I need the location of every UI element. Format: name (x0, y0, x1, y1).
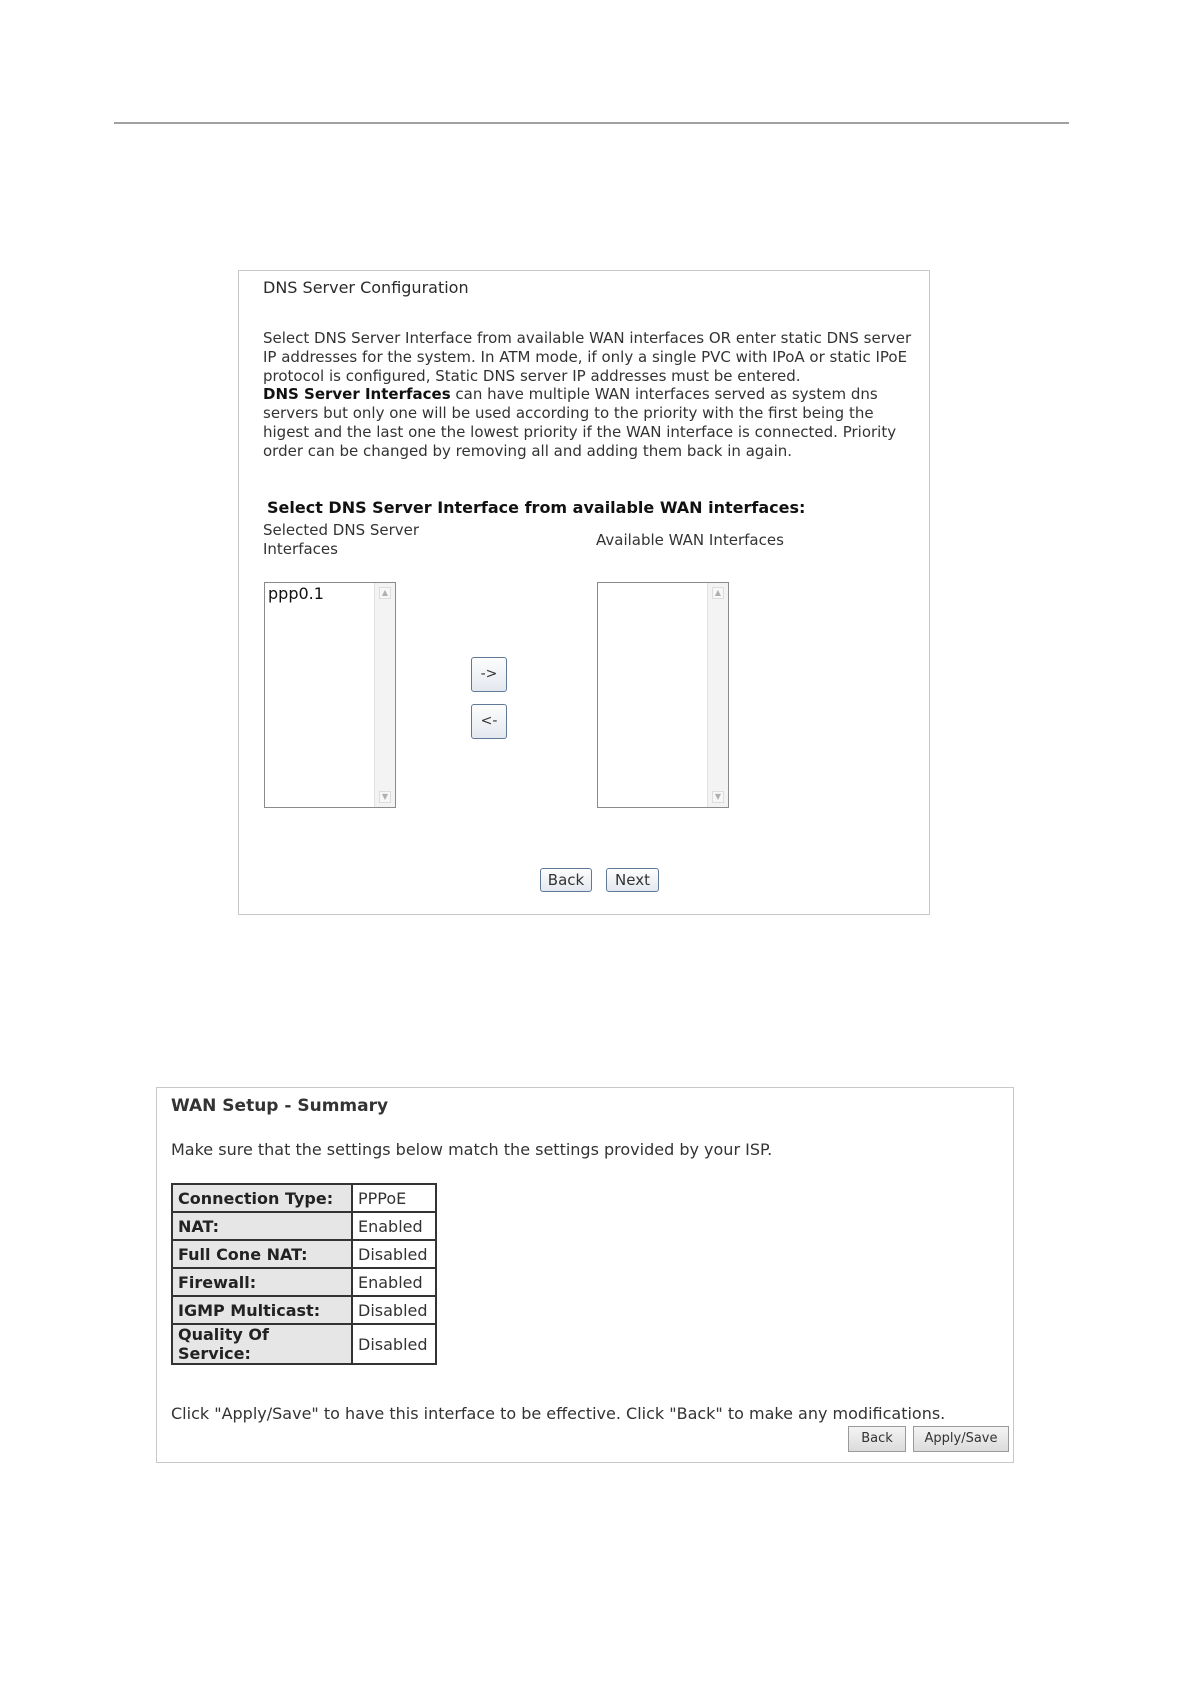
row-key: Firewall: (172, 1268, 352, 1296)
dns-interfaces-text: can have multiple WAN interfaces served as system dns servers but only one will be used according to the priority with the first being the higest and the last one the lowest priority if the WAN interface is connected. Priority order can be changed by removing all and adding them back in again. (263, 385, 897, 460)
dns-config-panel (238, 270, 930, 915)
scroll-down-icon[interactable]: ▼ (379, 791, 391, 803)
apply-save-button[interactable]: Apply/Save (913, 1426, 1009, 1452)
row-key: Full Cone NAT: (172, 1240, 352, 1268)
available-interfaces-listbox[interactable] (597, 582, 729, 808)
row-key: IGMP Multicast: (172, 1296, 352, 1324)
page-header-rule (114, 122, 1069, 124)
dns-next-button[interactable]: Next (606, 868, 659, 892)
row-value: Disabled (352, 1240, 436, 1268)
wan-summary-footer: Click "Apply/Save" to have this interface to be effective. Click "Back" to make any modifications. (171, 1404, 946, 1423)
table-row (172, 1184, 436, 1212)
row-value: Disabled (352, 1324, 436, 1364)
row-key: NAT: (172, 1212, 352, 1240)
listbox-scrollbar[interactable] (707, 583, 728, 807)
table-row (172, 1296, 436, 1324)
dns-config-description (263, 329, 923, 461)
move-right-button[interactable]: -> (471, 657, 507, 692)
wan-summary-note: Make sure that the settings below match the settings provided by your ISP. (171, 1140, 773, 1159)
row-key: Connection Type: (172, 1184, 352, 1212)
row-value: Disabled (352, 1296, 436, 1324)
selected-interfaces-label: Selected DNS Server Interfaces (263, 521, 420, 558)
listbox-scrollbar[interactable] (374, 583, 395, 807)
scroll-down-icon[interactable]: ▼ (712, 791, 724, 803)
row-value: Enabled (352, 1212, 436, 1240)
available-interfaces-label: Available WAN Interfaces (596, 531, 784, 549)
list-item[interactable]: ppp0.1 (268, 584, 324, 603)
dns-select-heading: Select DNS Server Interface from available WAN interfaces: (267, 498, 806, 517)
row-key: Quality Of Service: (172, 1324, 352, 1364)
dns-config-title: DNS Server Configuration (263, 278, 469, 297)
wan-summary-title: WAN Setup - Summary (171, 1096, 389, 1116)
table-row (172, 1324, 436, 1364)
row-value: PPPoE (352, 1184, 436, 1212)
move-left-button[interactable]: <- (471, 704, 507, 739)
dns-description-text: Select DNS Server Interface from available WAN interfaces OR enter static DNS server IP addresses for the system. In ATM mode, if only a single PVC with IPoA or static IPoE protocol is configured, Static DNS server IP addresses must be entered. (263, 329, 912, 385)
wan-back-button[interactable]: Back (848, 1426, 906, 1452)
table-row (172, 1212, 436, 1240)
table-row (172, 1268, 436, 1296)
dns-interfaces-bold: DNS Server Interfaces (263, 385, 451, 404)
scroll-up-icon[interactable]: ▲ (379, 587, 391, 599)
selected-interfaces-listbox[interactable] (264, 582, 396, 808)
scroll-up-icon[interactable]: ▲ (712, 587, 724, 599)
wan-summary-table (171, 1183, 437, 1365)
dns-back-button[interactable]: Back (540, 868, 592, 892)
row-value: Enabled (352, 1268, 436, 1296)
wan-summary-panel (156, 1087, 1014, 1463)
table-row (172, 1240, 436, 1268)
